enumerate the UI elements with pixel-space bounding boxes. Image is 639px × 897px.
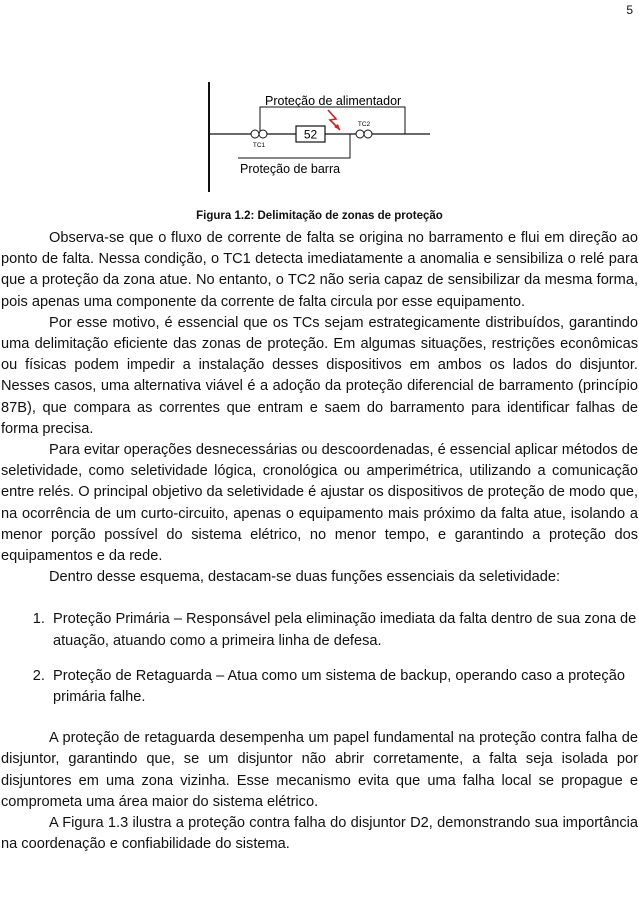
list-item: 1. Proteção Primária – Responsável pela eliminação imediata da falta dentro de sua zona de atuação, atuando como a primeira linha de defesa. <box>49 609 638 651</box>
ct2-label: TC2 <box>357 121 371 128</box>
breaker-label: 52 <box>303 127 318 142</box>
paragraph: A Figura 1.3 ilustra a proteção contra falha do disjuntor D2, demonstrando sua importância na coordenação e confiabilidade do sistema. <box>1 815 638 853</box>
selectivity-functions-list <box>1 609 638 708</box>
protection-zones-figure <box>200 82 450 192</box>
body-text <box>1 228 638 855</box>
feeder-zone-boundary <box>260 107 405 134</box>
paragraph: Para evitar operações desnecessárias ou descoordenadas, é essencial aplicar métodos de seletividade, como seletividade lógica, cronológica ou amperimétrica, utilizando a comunicação entre relés. O principal objetivo da seletividade é ajustar os dispositivos de proteção de modo que, na ocorrência de um curto-circuito, apenas o equipamento mais próximo da falta atue, isolando a menor porção possível do sistema elétrico, no menor tempo, e garantindo a proteção dos equipamentos e da rede. <box>1 442 638 565</box>
ct1-label: TC1 <box>252 142 266 149</box>
paragraph: Observa-se que o fluxo de corrente de falta se origina no barramento e flui em direção ao ponto de falta. Nessa condição, o TC1 detecta imediatamente a anomalia e sensibiliza o relé para que a proteção da zona atue. No entanto, o TC2 não seria capaz de sensibilizar da mesma forma, pois apenas uma componente da corrente de falta circula por esse equipamento. <box>1 230 638 310</box>
paragraph: Dentro desse esquema, destacam-se duas funções essenciais da seletividade: <box>49 569 561 586</box>
paragraph: A proteção de retaguarda desempenha um papel fundamental na proteção contra falha de disjuntor, garantindo que, se um disjuntor não abrir corretamente, a falta seja isolada por disjuntores em uma zona vizinha. Esse mecanismo evita que uma falha local se propague e comprometa uma área maior do sistema elétrico. <box>1 730 638 810</box>
protection-zones-diagram <box>200 82 450 192</box>
bus-protection-label: Proteção de barra <box>240 162 341 176</box>
feeder-protection-label: Proteção de alimentador <box>265 94 402 108</box>
ct2-coils <box>356 130 372 138</box>
list-item: 2. Proteção de Retaguarda – Atua como um sistema de backup, operando caso a proteção primária falhe. <box>49 666 638 708</box>
figure-caption: Figura 1.2: Delimitação de zonas de proteção <box>196 210 443 222</box>
ct1-coils <box>251 130 267 138</box>
paragraph: Por esse motivo, é essencial que os TCs sejam estrategicamente distribuídos, garantindo uma delimitação eficiente das zonas de proteção. Em algumas situações, restrições econômicas ou físicas podem impedir a instalação desses dispositivos em ambos os lados do disjuntor. Nesses casos, uma alternativa viável é a adoção da proteção diferencial de barramento (princípio 87B), que compara as correntes que entram e saem do barramento para identificar falhas de forma precisa. <box>1 314 638 437</box>
page-number: 5 <box>626 3 633 17</box>
